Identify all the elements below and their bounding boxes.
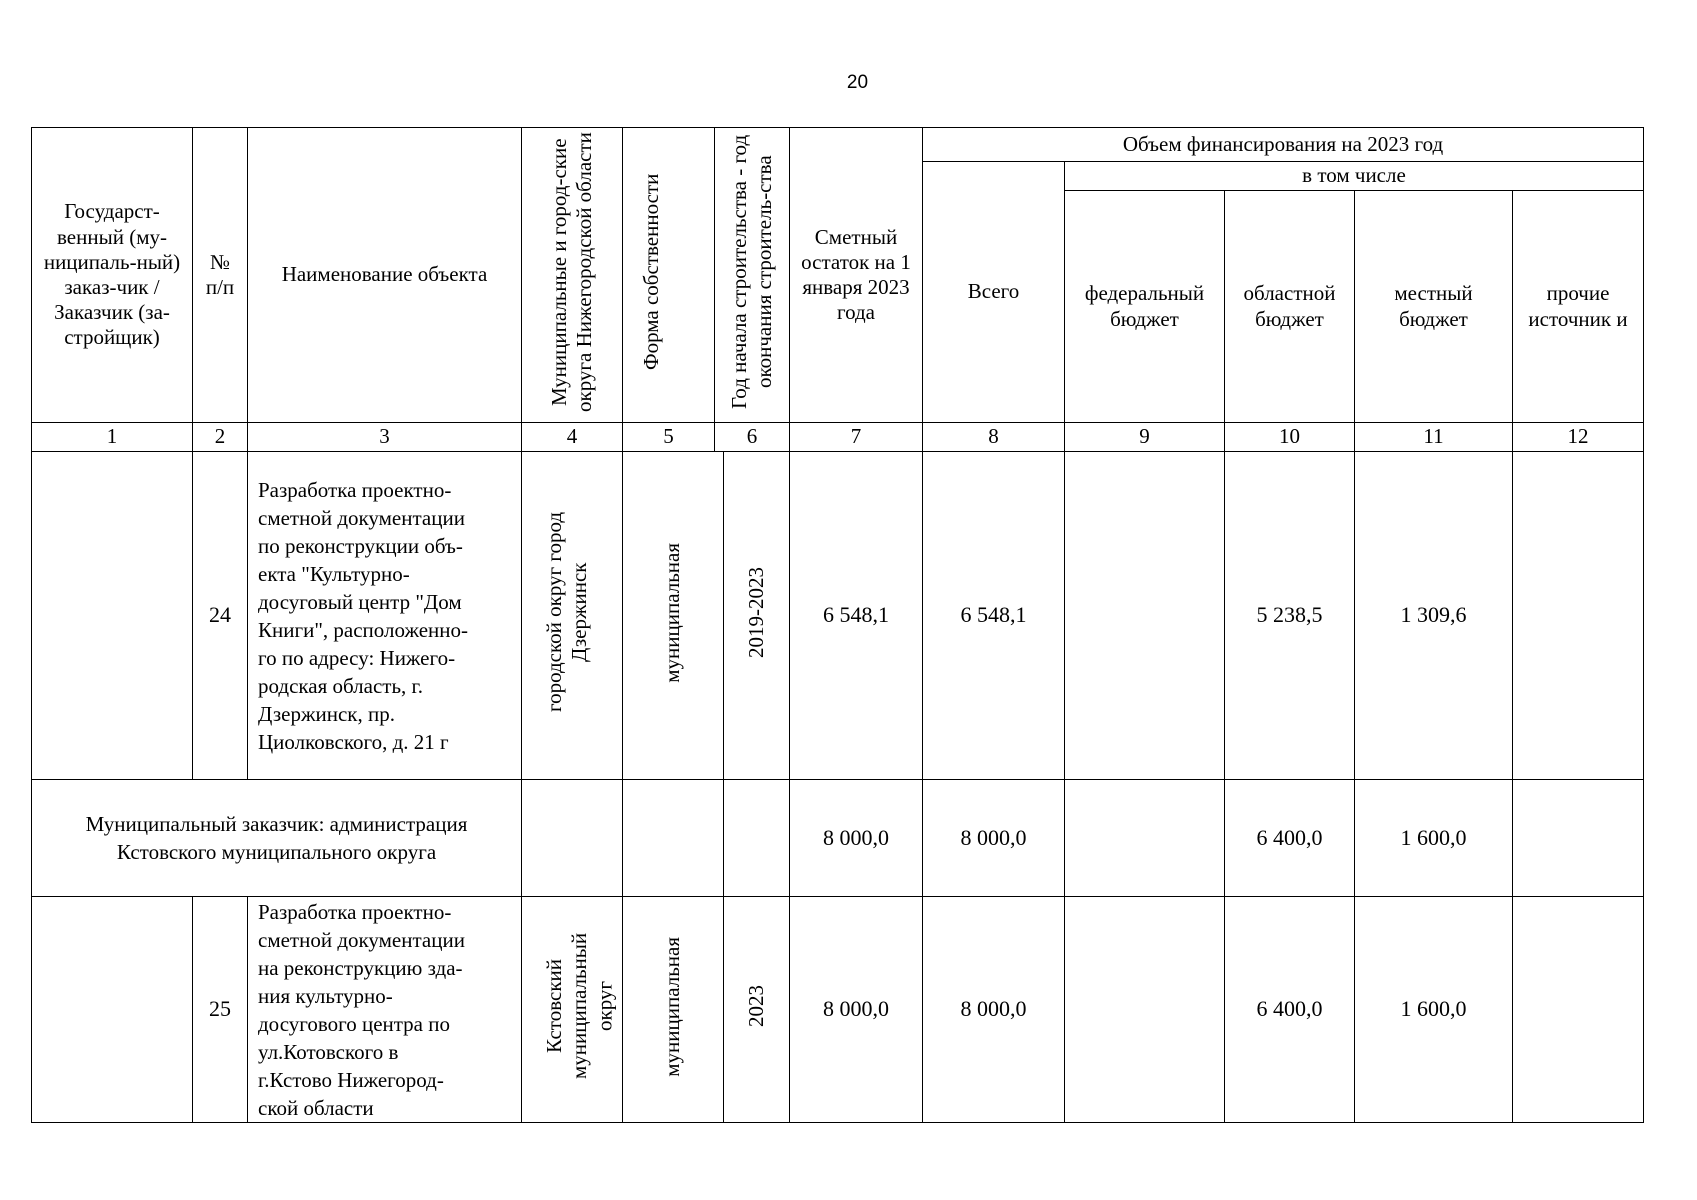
cell-estimate: 8 000,0 <box>790 780 923 897</box>
col-number: 10 <box>1225 423 1355 452</box>
col-number: 8 <box>923 423 1065 452</box>
cell-num: 25 <box>193 897 248 1123</box>
header-regional: областной бюджет <box>1225 191 1355 423</box>
col-number: 3 <box>248 423 522 452</box>
header-other: прочие источник и <box>1513 191 1644 423</box>
cell-customer <box>32 452 193 780</box>
header-customer: Государст-венный (му-ниципаль-ный) заказ-чик / Заказчик (за-стройщик) <box>32 128 193 423</box>
header-ownership: Форма собственности <box>623 128 715 423</box>
cell-estimate: 6 548,1 <box>790 452 923 780</box>
header-estimate: Сметный остаток на 1 января 2023 года <box>790 128 923 423</box>
cell-municipality: Кстовский муниципальный округ <box>522 897 623 1123</box>
cell-other <box>1513 452 1644 780</box>
cell-customer-title: Муниципальный заказчик: администрация Кстовского муниципального округа <box>32 780 522 897</box>
cell-regional: 6 400,0 <box>1225 780 1355 897</box>
cell-years: 2019-2023 <box>724 452 790 780</box>
col-number: 4 <box>522 423 623 452</box>
cell-customer <box>32 897 193 1123</box>
col-number: 2 <box>193 423 248 452</box>
cell-municipality: городской округ город Дзержинск <box>522 452 623 780</box>
col-number: 9 <box>1065 423 1225 452</box>
cell-empty <box>724 780 790 897</box>
cell-num: 24 <box>193 452 248 780</box>
cell-object-name: Разработка проектно- сметной документации по реконструкции объ- екта "Культурно- досуговый центр "Дом Книги", расположенно- го по адресу: Нижего- родская область, г. Дзержинск, пр. Циолковского, д. 21 г <box>248 452 522 780</box>
col-number: 5 <box>623 423 715 452</box>
col-number: 11 <box>1355 423 1513 452</box>
cell-regional: 6 400,0 <box>1225 897 1355 1123</box>
header-local: местный бюджет <box>1355 191 1513 423</box>
col-number: 7 <box>790 423 923 452</box>
cell-total: 8 000,0 <box>923 780 1065 897</box>
col-number: 1 <box>32 423 193 452</box>
cell-local: 1 600,0 <box>1355 780 1513 897</box>
column-numbers-row <box>32 423 1644 452</box>
cell-empty <box>522 780 623 897</box>
cell-other <box>1513 780 1644 897</box>
header-federal: федеральный бюджет <box>1065 191 1225 423</box>
col-number: 12 <box>1513 423 1644 452</box>
cell-empty <box>623 780 724 897</box>
cell-local: 1 600,0 <box>1355 897 1513 1123</box>
header-funding-group: Объем финансирования на 2023 год <box>923 128 1644 162</box>
cell-other <box>1513 897 1644 1123</box>
header-object-name: Наименование объекта <box>248 128 522 423</box>
col-number: 6 <box>715 423 790 452</box>
cell-federal <box>1065 780 1225 897</box>
cell-ownership: муниципальная <box>623 452 724 780</box>
header-num: № п/п <box>193 128 248 423</box>
header-including: в том числе <box>1065 162 1644 191</box>
cell-estimate: 8 000,0 <box>790 897 923 1123</box>
cell-ownership: муниципальная <box>623 897 724 1123</box>
cell-local: 1 309,6 <box>1355 452 1513 780</box>
header-years: Год начала строительства - год окончания строитель-ства <box>715 128 790 423</box>
cell-federal <box>1065 897 1225 1123</box>
cell-federal <box>1065 452 1225 780</box>
cell-object-name: Разработка проектно- сметной документации на реконструкцию зда- ния культурно- досугового центра по ул.Котовского в г.Кстово Нижегород- ской области <box>248 897 522 1123</box>
cell-total: 8 000,0 <box>923 897 1065 1123</box>
financing-table <box>31 127 1644 1123</box>
table-row <box>32 452 1644 780</box>
header-row-1 <box>32 128 1644 162</box>
header-municipality: Муниципальные и город-ские округа Нижегородской области <box>522 128 623 423</box>
cell-years: 2023 <box>724 897 790 1123</box>
cell-regional: 5 238,5 <box>1225 452 1355 780</box>
cell-total: 6 548,1 <box>923 452 1065 780</box>
customer-row <box>32 780 1644 897</box>
table-row <box>32 897 1644 1123</box>
page-number: 20 <box>846 72 869 93</box>
header-total: Всего <box>923 162 1065 423</box>
